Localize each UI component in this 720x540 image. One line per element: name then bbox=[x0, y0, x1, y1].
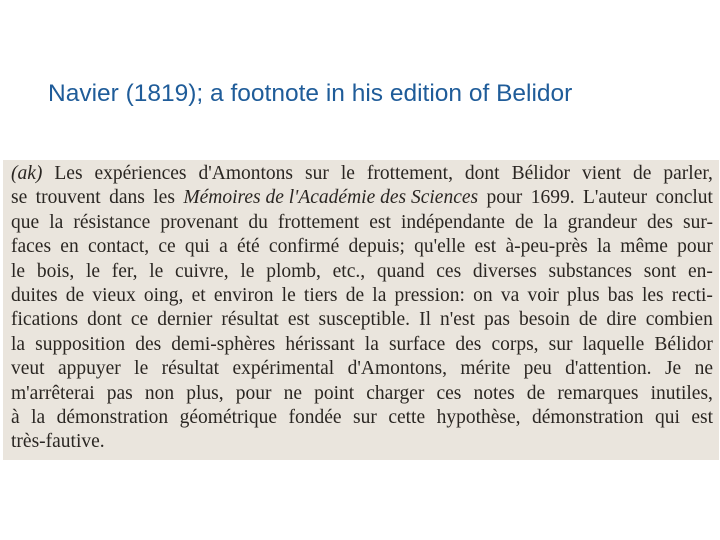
footnote-word: bois, bbox=[36, 260, 75, 282]
footnote-word: le bbox=[85, 260, 101, 282]
footnote-word: de bbox=[526, 382, 546, 404]
footnote-word: m'arrêterai bbox=[11, 382, 95, 404]
footnote-word: même bbox=[620, 236, 668, 258]
footnote-word: etc., bbox=[332, 260, 366, 282]
footnote-word: cuivre, bbox=[175, 260, 229, 282]
footnote-word: en- bbox=[687, 260, 713, 282]
footnote-word: géométrique bbox=[179, 406, 278, 428]
footnote-word: le bbox=[240, 260, 255, 282]
footnote-line bbox=[11, 382, 713, 406]
footnote-word: été bbox=[236, 236, 260, 258]
footnote-word: le bbox=[11, 260, 26, 282]
footnote-word: dont bbox=[87, 309, 122, 331]
footnote-word: plus, bbox=[186, 382, 224, 404]
footnote-word: sur- bbox=[683, 211, 713, 233]
footnote-word: le bbox=[340, 163, 355, 184]
footnote-word: sur bbox=[548, 333, 573, 355]
footnote-word: combien bbox=[645, 309, 713, 331]
footnote-word: résistance bbox=[73, 211, 151, 233]
footnote-word: la bbox=[364, 333, 379, 355]
footnote-word: non bbox=[144, 382, 175, 404]
footnote-word: d'Amontons bbox=[198, 163, 294, 184]
footnote-word: ne bbox=[694, 358, 713, 380]
footnote-word: des bbox=[646, 211, 673, 233]
footnote-word: veut bbox=[11, 358, 45, 380]
footnote-word: appuyer bbox=[57, 358, 121, 380]
footnote-word: qu'elle bbox=[414, 236, 466, 258]
footnote-word: du bbox=[248, 211, 268, 233]
footnote-word: se bbox=[11, 187, 28, 209]
scanned-footnote-image bbox=[3, 160, 719, 460]
footnote-word: confirmé bbox=[268, 236, 340, 258]
footnote-line bbox=[11, 308, 713, 332]
footnote-word: fer, bbox=[111, 260, 138, 282]
footnote-word: la bbox=[49, 211, 64, 233]
footnote-word: de bbox=[633, 163, 652, 184]
footnote-word: indépendante bbox=[400, 211, 505, 233]
footnote-line bbox=[11, 162, 713, 186]
footnote-word: en bbox=[60, 236, 79, 258]
footnote-word: susceptible. bbox=[318, 309, 411, 331]
footnote-word: dernier bbox=[157, 309, 213, 331]
footnote-word: est bbox=[369, 211, 391, 233]
footnote-word: pour bbox=[235, 382, 272, 404]
footnote-word: bas bbox=[607, 284, 634, 306]
footnote-word: des bbox=[455, 333, 482, 355]
footnote-word: la bbox=[372, 284, 387, 306]
footnote-word: est bbox=[691, 406, 713, 428]
footnote-word: Je bbox=[664, 358, 682, 380]
footnote-word: va bbox=[500, 284, 520, 306]
footnote-word: duites bbox=[11, 284, 58, 306]
footnote-word: Bélidor bbox=[511, 163, 571, 184]
footnote-word: de bbox=[578, 309, 598, 331]
footnote-word: le bbox=[281, 284, 296, 306]
footnote-word: on bbox=[473, 284, 493, 306]
footnote-word: trouvent bbox=[35, 187, 101, 209]
footnote-word: environ bbox=[213, 284, 274, 306]
footnote-word: conclut bbox=[655, 187, 713, 209]
footnote-word: a bbox=[219, 236, 228, 258]
footnote-word: charger bbox=[366, 382, 425, 404]
footnote-word: est bbox=[287, 309, 310, 331]
footnote-word: les bbox=[153, 187, 175, 209]
footnote-word: substances bbox=[548, 260, 632, 282]
footnote-word: la bbox=[31, 406, 46, 428]
footnote-word: hérissant bbox=[285, 333, 355, 355]
slide-title: Navier (1819); a footnote in his edition of Belidor bbox=[48, 80, 573, 107]
footnote-word: hypothèse, bbox=[436, 406, 521, 428]
footnote-word: oing, bbox=[143, 284, 184, 306]
footnote-word: surface bbox=[388, 333, 446, 355]
footnote-word: la bbox=[11, 333, 26, 355]
footnote-word: pour bbox=[486, 187, 523, 209]
footnote-line bbox=[11, 357, 713, 381]
footnote-word: ces bbox=[436, 260, 462, 282]
footnote-word: résultat bbox=[161, 358, 220, 380]
footnote-word: ce bbox=[130, 309, 149, 331]
footnote-word: (ak) bbox=[11, 163, 43, 184]
footnote-word: demi-sphères bbox=[171, 333, 276, 355]
footnote-word: grandeur bbox=[567, 211, 637, 233]
footnote-word: peu bbox=[523, 358, 552, 380]
footnote-word: que bbox=[11, 211, 40, 233]
footnote-word: contact, bbox=[87, 236, 150, 258]
footnote-word: plomb, bbox=[266, 260, 321, 282]
footnote-word: quand bbox=[376, 260, 425, 282]
footnote-word: fondée bbox=[288, 406, 342, 428]
footnote-word: faces bbox=[11, 236, 52, 258]
footnote-word: pression: bbox=[394, 284, 465, 306]
footnote-word: dans bbox=[109, 187, 145, 209]
footnote-word: n'est bbox=[440, 309, 475, 331]
footnote-word: la bbox=[543, 211, 558, 233]
footnote-word: point bbox=[314, 382, 355, 404]
footnote-word: pas bbox=[106, 382, 133, 404]
footnote-word: résultat bbox=[221, 309, 279, 331]
footnote-word: est bbox=[474, 236, 497, 258]
footnote-word: expérimental bbox=[232, 358, 335, 380]
footnote-word: corps, bbox=[491, 333, 539, 355]
footnote-word: mérite bbox=[460, 358, 511, 380]
footnote-word: sont bbox=[643, 260, 677, 282]
footnote-word: inutiles, bbox=[650, 382, 713, 404]
footnote-word: L'auteur bbox=[582, 187, 648, 209]
footnote-word: voir bbox=[527, 284, 559, 306]
footnote-word: d'Amontons, bbox=[347, 358, 448, 380]
footnote-word: d'attention. bbox=[565, 358, 652, 380]
footnote-word: qui bbox=[654, 406, 680, 428]
footnote-word: tiers bbox=[303, 284, 338, 306]
footnote-word: frottement, bbox=[366, 163, 453, 184]
footnote-word: de bbox=[65, 284, 85, 306]
footnote-word: Il bbox=[419, 309, 431, 331]
footnote-word: expériences bbox=[94, 163, 187, 184]
footnote-word: le bbox=[134, 358, 149, 380]
footnote-word: démonstration bbox=[56, 406, 169, 428]
footnote-word: pour bbox=[677, 236, 713, 258]
footnote-word: à-peu-près bbox=[505, 236, 588, 258]
footnote-word: Les bbox=[54, 163, 83, 184]
footnote-word: le bbox=[149, 260, 164, 282]
footnote-word: provenant bbox=[160, 211, 239, 233]
footnote-word: 1699. bbox=[530, 187, 575, 209]
footnote-word: démonstration bbox=[531, 406, 644, 428]
footnote-word: dont bbox=[464, 163, 500, 184]
footnote-word: recti- bbox=[671, 284, 713, 306]
footnote-word: fications bbox=[11, 309, 79, 331]
footnote-word: les bbox=[641, 284, 664, 306]
footnote-word: parler, bbox=[663, 163, 713, 184]
footnote-word: et bbox=[191, 284, 206, 306]
footnote-word: depuis; bbox=[348, 236, 405, 258]
footnote-word: de bbox=[514, 211, 534, 233]
footnote-line bbox=[11, 284, 713, 308]
footnote-line bbox=[11, 406, 713, 430]
footnote-word: à bbox=[11, 406, 20, 428]
footnote-word: Bélidor bbox=[654, 333, 713, 355]
footnote-word: diverses bbox=[472, 260, 537, 282]
footnote-word: la bbox=[596, 236, 612, 258]
footnote-line bbox=[11, 186, 713, 210]
footnote-word: notes bbox=[473, 382, 515, 404]
footnote-word: dire bbox=[606, 309, 637, 331]
footnote-word: ce bbox=[158, 236, 176, 258]
footnote-word: qui bbox=[184, 236, 210, 258]
footnote-word: sur bbox=[305, 163, 329, 184]
footnote-line bbox=[11, 333, 713, 357]
footnote-line bbox=[11, 211, 713, 235]
footnote-word: Mémoires de l'Académie des Sciences bbox=[183, 187, 479, 209]
footnote-word: vieux bbox=[92, 284, 136, 306]
footnote-word: supposition bbox=[35, 333, 126, 355]
footnote-word: ces bbox=[436, 382, 462, 404]
footnote-word: besoin bbox=[518, 309, 570, 331]
footnote-word: pas bbox=[483, 309, 510, 331]
footnote-word: très-fautive. bbox=[11, 431, 105, 453]
footnote-word: vient bbox=[582, 163, 622, 184]
footnote-word: ne bbox=[283, 382, 302, 404]
footnote-line bbox=[11, 430, 713, 454]
footnote-word: frottement bbox=[277, 211, 360, 233]
footnote-line bbox=[11, 260, 713, 284]
footnote-word: laquelle bbox=[582, 333, 645, 355]
footnote-word: plus bbox=[567, 284, 600, 306]
footnote-word: cette bbox=[388, 406, 426, 428]
footnote-line bbox=[11, 235, 713, 259]
footnote-word: remarques bbox=[557, 382, 639, 404]
footnote-word: de bbox=[345, 284, 365, 306]
footnote-word: des bbox=[135, 333, 162, 355]
footnote-word: sur bbox=[353, 406, 377, 428]
